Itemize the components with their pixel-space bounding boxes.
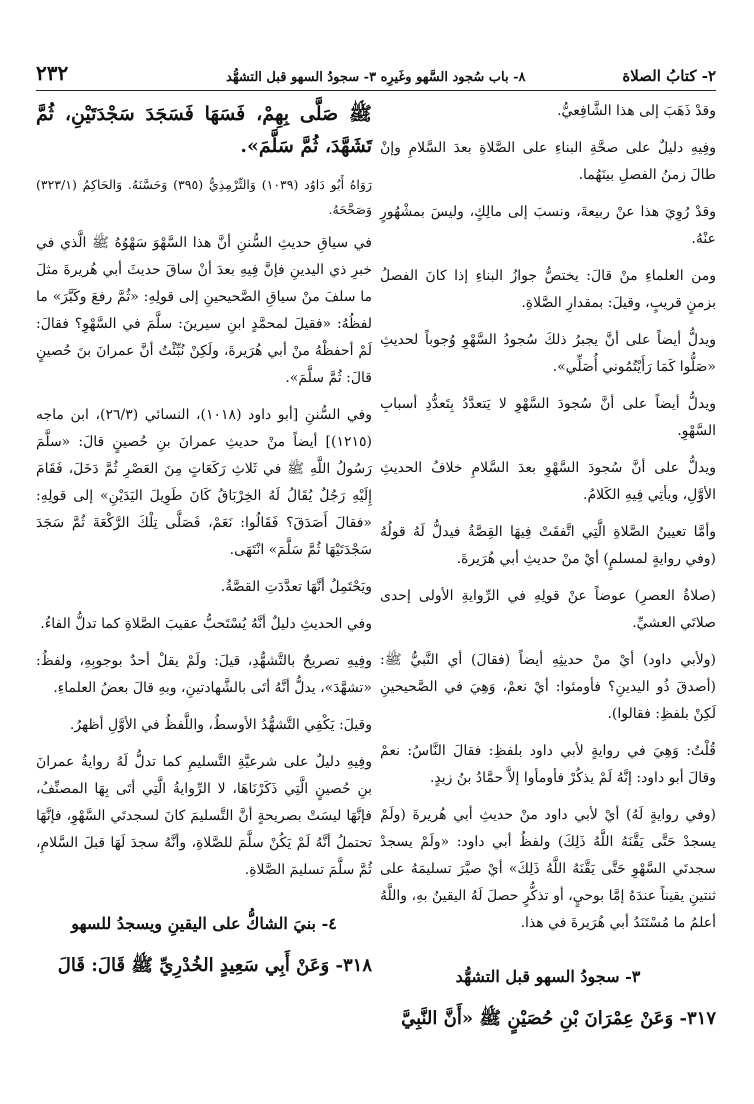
chapter-title: ٢- كتابُ الصلاة — [622, 67, 716, 85]
paragraph: وقدْ رُوِيَ هذا عنْ ربيعةَ، ونسبَ إلى مالِكٍ، وليسَ بمشْهُورٍ عنْهُ. — [380, 204, 716, 247]
hadith-heading: ٣١٧- وَعَنْ عِمْرَانَ بْنِ حُصَيْنٍ ﷺ «أَنَّ النَّبِيَّ — [401, 1008, 716, 1029]
paragraph: وفِيهِ دليلٌ على شرعيَّةِ التَّسليمِ كما تدلُّ لَهُ روايةُ عمرانَ بنِ حُصينٍ الَّتِي ذَكَرْنَاهَا، لا الرِّوايةُ الَّتِي أتَى بِهَا المصنِّفُ، فإنَّهَا ليسَتْ بصريحةٍ أنَّ التَّسليمَ كانَ لسجدتَي السَّهْوِ، فإنَّهَا تحتملُ أنَّهُ لَمْ يَكُنْ سلَّمَ للصَّلاةِ، وأنَّهُ سجدَ لَهَا قبلَ السَّلامِ، ثُمَّ سلَّمَ تسليمَ الصَّلاةِ. — [36, 754, 372, 878]
paragraph: وقيلَ: يَكْفِي التَّشهُّدُ الأوسطُ، واللَّفظُ في الأوَّلِ أظهرُ. — [69, 717, 372, 733]
section-heading: ٣- سجودُ السهو قبل التشهُّد — [455, 967, 641, 986]
page-number: ٢٣٢ — [36, 61, 69, 85]
paragraph: وقدْ ذَهَبَ إلى هذا الشَّافِعيُّ. — [557, 103, 716, 119]
paragraph: (وفي روايةٍ لَهُ) أيْ لأبي داود منْ حديثِ أبي هُريرةَ (ولَمْ يسجدْ حَتَّى يَقَّنَهُ اللَّهُ ذَلِكَ) ولفظُ أبي داود: «ولَمْ يسجدْ سجدتَي السَّهْوِ حَتَّى يَقَّنَهُ اللَّهُ ذَلِكَ» أيْ صيَّرَ تسليمَهُ على ثنتينِ يقيناً عندَهُ إمَّا بوحيٍ، أو تذكُّرٍ حصلَ لَهُ اليقينُ بهِ، واللَّهُ أعلمُ ما مُسْتَنَدُ أبي هُرَيرةَ في هذا. — [380, 807, 716, 931]
paragraph: ويَحْتَمِلُ أنَّهَا تعدَّدَتِ القصَّةُ. — [220, 579, 372, 595]
hadith-citation: رَوَاهُ أَبُو دَاوُد (١٠٣٩) وَالتِّرْمِذِيُّ (٣٩٥) وَحَسَّنَهُ. وَالحَاكِمُ (٣٢٣/١) وَصَحَّحَهُ. — [36, 177, 372, 217]
hadith-text: ﷺ صَلَّى بِهِمْ، فَسَهَا فَسَجَدَ سَجْدَتَيْنِ، ثُمَّ تَشَهَّدَ، ثُمَّ سَلَّمَ». — [36, 103, 372, 157]
paragraph: ويدلُّ على أنَّ سُجودَ السَّهْوِ بعدَ السَّلامِ خلافُ الحديثِ الأوَّلِ، ويأتِي فِيهِ الكَلامُ. — [380, 460, 716, 503]
paragraph: (صلاةُ العصرِ) عوضاً عنْ قولِهِ في الرِّوايةِ الأولى إحدى صلاتَي العشيِّ. — [380, 588, 716, 631]
running-header — [36, 60, 716, 91]
paragraph: ويدلُّ أيضاً على أنَّ يجبرُ ذلكَ سُجودُ السَّهْوِ وُجوباً لحديثِ «صَلُّوا كَمَا رَأَيْتُمُوني أُصَلِّي». — [380, 332, 716, 375]
section-heading: ٤- بنيَ الشاكُّ على اليقينِ ويسجدُ للسهو — [71, 914, 337, 933]
paragraph: ومن العلماءِ منْ قالَ: يختصُّ جوازُ البناءِ إذا كانَ الفصلُ بزمنٍ قريبٍ، وقيلَ: بمقدارِ الصَّلاةِ. — [380, 268, 716, 311]
paragraph: ويدلُّ أيضاً على أنَّ سُجودَ السَّهْوِ لا يَتعدَّدُ بِتَعدُّدِ أسبابِ السَّهْوِ. — [380, 396, 716, 439]
paragraph: (ولأبي داود) أيْ منْ حديثِهِ أيضاً (فقالَ) أي النَّبيُّ ﷺ: (أصدقَ ذُو اليدينِ؟ فأومئوا: أيْ نعمْ، وَهِيَ في الصَّحيحينِ لَكِنْ بلفظِ: فقالوا). — [380, 652, 716, 722]
paragraph: وفي السُّننِ [أبو داود (١٠١٨)، النسائي (٢٦/٣)، ابن ماجه (١٢١٥)] أيضاً منْ حديثِ عمرانَ بنِ حُصينٍ قالَ: «سلَّمَ رَسُولُ اللَّهِ ﷺ في ثَلاثِ رَكَعَاتٍ مِنَ العَصْرِ ثُمَّ دَخَلَ، فَقَامَ إِلَيْهِ رَجُلٌ يُقَالُ لَهُ الخِرْبَاقُ كَانَ طَوِيلَ اليَدَيْنِ» إلى قولِهِ: «فقالَ أَصَدَقَ؟ فَقَالُوا: نَعَمْ، فَصَلَّى تِلْكَ الرَّكْعَةَ ثُمَّ سَجَدَ سَجْدَتَيْهَا ثُمَّ سَلَّمَ» انْتَهَى. — [36, 407, 373, 558]
paragraph: وفي الحديثِ دليلٌ أنَّهُ يُسْتَحبُّ عقيبَ الصَّلاةِ كما تدلُّ الفاءُ. — [40, 616, 372, 632]
paragraph: قُلْتُ: وَهِيَ في روايةٍ لأبي داود بلفظِ: فقالَ النَّاسُ: نعمْ وقالَ أبو داود: إنَّهُ لَمْ يذكُرْ فأومأوا إلاَّ حمَّادُ بنُ زيدٍ. — [380, 743, 716, 786]
section-title: ٨- باب سُجود السَّهو وغَيرِه ٣- سجودُ السهو قبل التشهُّد — [226, 70, 526, 85]
paragraph: وأمَّا تعيينُ الصَّلاةِ الَّتِي اتَّفقَتْ فِيهَا القِصَّةُ فيدلُّ لَهُ قولُهُ (وفي روايةٍ لمسلمٍ) أيْ منْ حديثِ أبي هُرَيرةَ. — [380, 524, 716, 567]
paragraph: في سياقِ حديثِ السُّننِ أنَّ هذا السَّهْوَ سَهْوُهُ ﷺ الَّذي في خبرِ ذي اليدينِ فإنَّ فِيهِ بعدَ أنْ ساقَ حديثَ أبي هُريرةَ مثلَ ما سلفَ منْ سياقِ الصَّحيحينِ إلى قولِهِ: «ثُمَّ رفعَ وكَبَّرَ» ما لفظُهُ: «فقيلَ لمحمَّدٍ ابنِ سيرينَ: سلَّمَ في السَّهْوِ؟ فقالَ: لَمْ أحفظْهُ منْ أبي هُرَيرةَ، ولَكِنْ نُبِّئْتُ أنَّ عمرانَ بنَ حُصينٍ قالَ: ثُمَّ سلَّمَ». — [36, 235, 372, 386]
right-column — [380, 98, 716, 1034]
paragraph: وفِيهِ تصريحٌ بالتَّشهُّدِ، قيلَ: ولَمْ يقلْ أحدٌ بوجوبِهِ، ولفظُ: «تشهَّدَ»، يدلُّ أنَّهُ أتَى بالشَّهادتينِ، وبهِ قالَ بعضُ العلماءِ. — [36, 653, 372, 696]
hadith-heading: ٣١٨- وَعَنْ أَبِي سَعِيدٍ الخُدْرِيِّ ﷺ قَالَ: قَالَ — [57, 955, 372, 976]
paragraph: وفِيهِ دليلٌ على صحَّةِ البناءِ على الصَّلاةِ بعدَ السَّلامِ وإنْ طالَ زمنُ الفصلِ بينَهُما. — [380, 140, 716, 183]
left-column — [36, 98, 372, 981]
